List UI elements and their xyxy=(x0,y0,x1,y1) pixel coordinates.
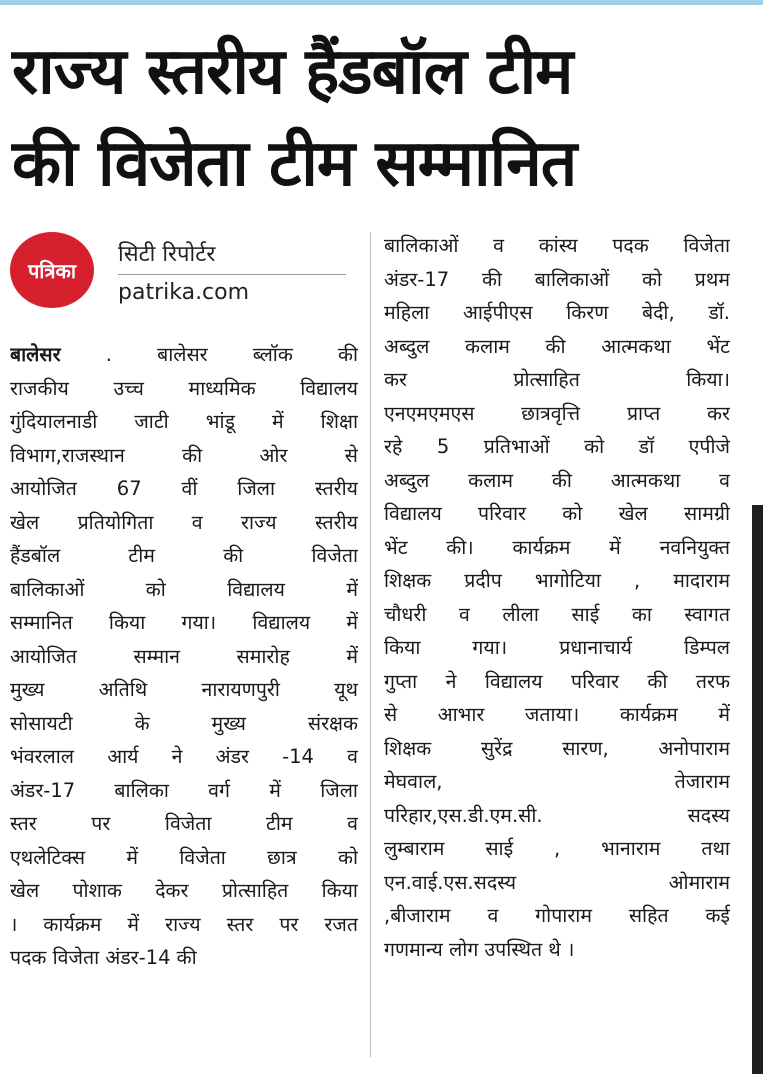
left-column-line xyxy=(10,338,358,372)
reporter-name: सिटी रिपोर्टर xyxy=(118,242,216,267)
left-column-line xyxy=(10,506,358,540)
right-column-line-text: विद्यालय परिवार को खेल सामग्री xyxy=(384,502,730,525)
right-column-line xyxy=(384,497,730,531)
left-column-line xyxy=(10,539,358,573)
right-column-line-text: बालिकाओं व कांस्य पदक विजेता xyxy=(384,234,730,257)
right-column-line-text: ,बीजाराम व गोपाराम सहित कई xyxy=(384,904,730,927)
right-column-line xyxy=(384,229,730,263)
right-column-line-text: से आभार जताया। कार्यक्रम में xyxy=(384,703,730,726)
left-column-line-text: एथलेटिक्स में विजेता छात्र को xyxy=(10,845,358,869)
left-column-line-text: खेल पोशाक देकर प्रोत्साहित किया xyxy=(10,879,358,902)
right-column-line xyxy=(384,631,730,665)
right-column-line-text: गणमान्य लोग उपस्थित थे । xyxy=(384,937,575,961)
right-column-line xyxy=(384,866,730,900)
left-column-line-text: सम्मानित किया गया। विद्यालय में xyxy=(10,611,358,634)
left-column-line-text: हैंडबॉल टीम की विजेता xyxy=(10,544,358,567)
dateline: बालेसर xyxy=(10,343,61,366)
left-column-line-text: भंवरलाल आर्य ने अंडर -14 व xyxy=(10,745,358,768)
left-column-line-text: . बालेसर ब्लॉक की xyxy=(105,343,358,366)
left-column-line xyxy=(10,573,358,607)
headline-line-1: राज्य स्तरीय हैंडबॉल टीम xyxy=(12,35,573,109)
right-column-line xyxy=(384,330,730,364)
left-column-line-text: आयोजित सम्मान समारोह में xyxy=(10,644,358,668)
patrika-logo xyxy=(10,232,94,308)
right-column-line xyxy=(384,765,730,799)
right-column-line-text: भेंट की। कार्यक्रम में नवनियुक्त xyxy=(384,535,730,559)
left-column-line-text: पदक विजेता अंडर-14 की xyxy=(10,946,197,969)
right-column-line xyxy=(384,263,730,297)
left-column-line-text: विभाग,राजस्थान की ओर से xyxy=(10,443,358,467)
right-column-line xyxy=(384,933,730,967)
logo-text: पत्रिका xyxy=(27,258,77,283)
right-column-line xyxy=(384,397,730,431)
right-column-line-text: एन.वाई.एस.सदस्य ओमाराम xyxy=(384,870,730,894)
left-column-line xyxy=(10,841,358,875)
headline-line-2: की विजेता टीम सम्मानित xyxy=(12,127,577,201)
left-column-line-text: गुंदियालनाडी जाटी भांडू में शिक्षा xyxy=(10,410,358,433)
article-column-left xyxy=(10,338,358,975)
right-column-line xyxy=(384,899,730,933)
byline-divider xyxy=(118,274,346,275)
right-column-line xyxy=(384,665,730,699)
site-url: patrika.com xyxy=(118,280,250,305)
top-rule xyxy=(0,0,763,5)
right-column-line-text: कर प्रोत्साहित किया। xyxy=(384,368,730,391)
right-column-line-text: गुप्ता ने विद्यालय परिवार की तरफ xyxy=(384,669,730,693)
byline xyxy=(10,232,355,312)
right-column-line-text: किया गया। प्रधानाचार्य डिम्पल xyxy=(384,636,730,659)
right-column-line-text: लुम्बाराम साई , भानाराम तथा xyxy=(384,837,730,860)
left-column-line-text: स्तर पर विजेता टीम व xyxy=(10,812,358,835)
right-column-line-text: अब्दुल कलाम की आत्मकथा भेंट xyxy=(384,334,730,358)
right-column-line xyxy=(384,832,730,866)
left-column-line-text: आयोजित 67 वीं जिला स्तरीय xyxy=(10,477,358,500)
right-column-line xyxy=(384,531,730,565)
right-column-line-text: शिक्षक प्रदीप भागोटिया , मादाराम xyxy=(384,569,730,592)
right-column-line-text: चौधरी व लीला साई का स्वागत xyxy=(384,602,730,626)
right-column-line-text: महिला आईपीएस किरण बेदी, डॉ. xyxy=(384,301,730,324)
left-column-line xyxy=(10,941,358,975)
left-column-line xyxy=(10,372,358,406)
right-column-line-text: परिहार,एस.डी.एम.सी. सदस्य xyxy=(384,803,730,827)
left-column-line xyxy=(10,707,358,741)
left-column-line-text: अंडर-17 बालिका वर्ग में जिला xyxy=(10,778,358,802)
left-column-line-text: खेल प्रतियोगिता व राज्य स्तरीय xyxy=(10,510,358,534)
right-column-line xyxy=(384,799,730,833)
left-column-line-text: सोसायटी के मुख्य संरक्षक xyxy=(10,711,358,735)
left-column-line xyxy=(10,405,358,439)
left-column-line xyxy=(10,740,358,774)
left-column-line-text: । कार्यक्रम में राज्य स्तर पर रजत xyxy=(10,912,358,936)
left-column-line-text: बालिकाओं को विद्यालय में xyxy=(10,577,358,601)
left-column-line xyxy=(10,807,358,841)
right-column-line xyxy=(384,464,730,498)
right-column-line-text: अंडर-17 की बालिकाओं को प्रथम xyxy=(384,267,730,291)
right-column-line xyxy=(384,598,730,632)
right-column-line-text: शिक्षक सुरेंद्र सारण, अनोपाराम xyxy=(384,736,730,760)
right-column-line xyxy=(384,296,730,330)
left-column-line xyxy=(10,774,358,808)
left-column-line-text: मुख्य अतिथि नारायणपुरी यूथ xyxy=(10,678,358,701)
right-column-line xyxy=(384,430,730,464)
right-column-line xyxy=(384,564,730,598)
right-column-line xyxy=(384,363,730,397)
article-column-right xyxy=(384,229,730,966)
right-column-line-text: अब्दुल कलाम की आत्मकथा व xyxy=(384,468,730,492)
left-column-line xyxy=(10,472,358,506)
left-column-line xyxy=(10,908,358,942)
right-column-line-text: मेघवाल, तेजाराम xyxy=(384,770,730,793)
page-edge-bar xyxy=(752,505,763,1074)
left-column-line xyxy=(10,640,358,674)
column-divider xyxy=(370,232,371,1057)
right-column-line xyxy=(384,732,730,766)
left-column-line xyxy=(10,439,358,473)
headline xyxy=(12,26,732,210)
right-column-line-text: रहे 5 प्रतिभाओं को डॉ एपीजे xyxy=(384,435,730,458)
left-column-line xyxy=(10,673,358,707)
right-column-line xyxy=(384,698,730,732)
left-column-line xyxy=(10,874,358,908)
left-column-line-text: राजकीय उच्च माध्यमिक विद्यालय xyxy=(10,376,358,400)
right-column-line-text: एनएमएमएस छात्रवृत्ति प्राप्त कर xyxy=(384,401,730,425)
left-column-line xyxy=(10,606,358,640)
